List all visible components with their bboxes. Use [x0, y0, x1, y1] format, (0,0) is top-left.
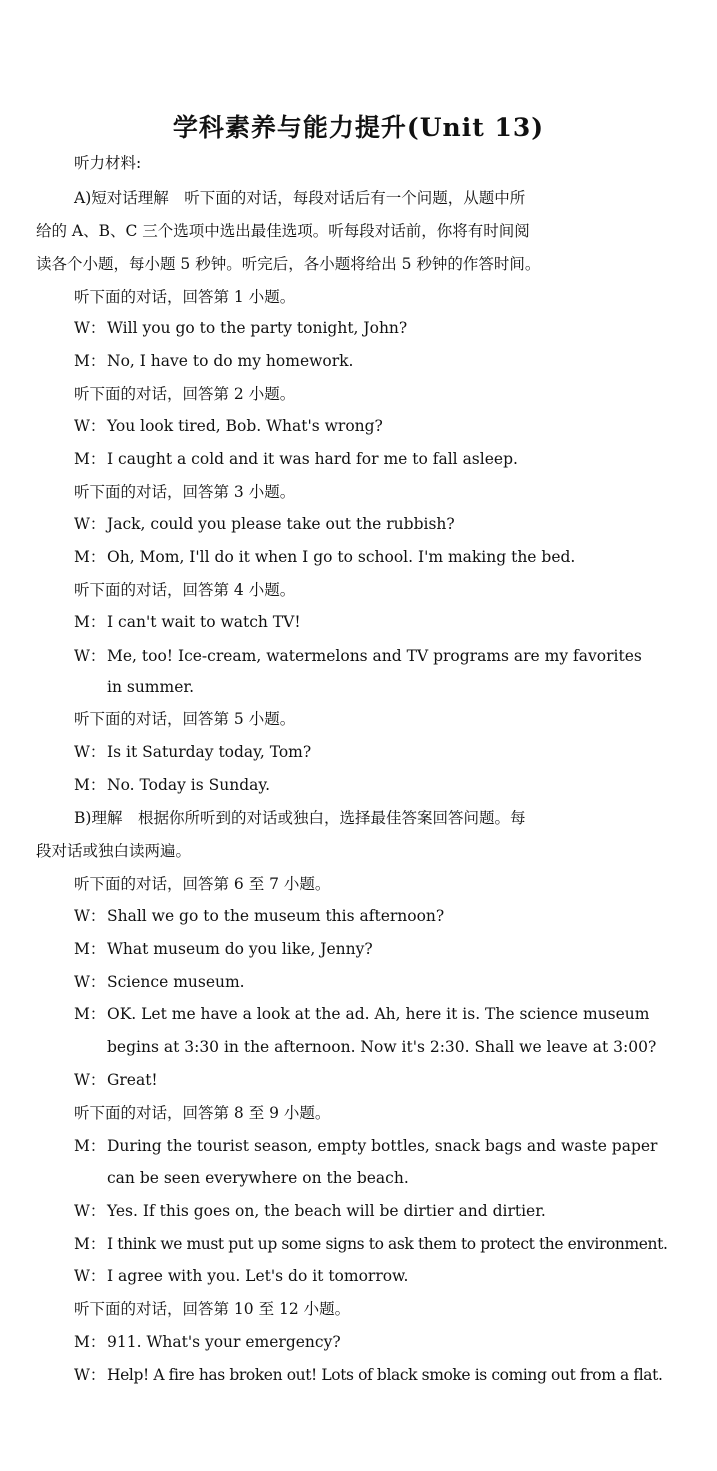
utterance: OK. Let me have a look at the ad. Ah, here it is. The science museum	[107, 1005, 650, 1023]
section-a-instructions-line2: 给的 A、B、C 三个选项中选出最佳选项。听每段对话前，你将有时间阅	[36, 222, 530, 240]
dialogue-line	[74, 775, 270, 795]
utterance: Oh, Mom, I'll do it when I go to school. I'm making the bed.	[107, 548, 576, 566]
dialogue-line	[74, 742, 311, 762]
dialogue-line	[74, 547, 575, 567]
utterance: Yes. If this goes on, the beach will be dirtier and dirtier.	[107, 1202, 546, 1220]
instruction-q1: 听下面的对话，回答第 1 小题。	[74, 288, 296, 306]
utterance: I can't wait to watch TV!	[107, 613, 301, 631]
dialogue-line	[74, 906, 444, 926]
speaker-label: M：	[74, 548, 106, 566]
section-a-instructions-line1: A)短对话理解 听下面的对话，每段对话后有一个问题，从题中所	[74, 189, 526, 207]
utterance: Great!	[107, 1071, 158, 1089]
speaker-label: W：	[74, 647, 106, 665]
speaker-label: M：	[74, 1005, 106, 1023]
dialogue-line	[74, 1266, 408, 1286]
speaker-label: M：	[74, 1137, 106, 1155]
speaker-label: W：	[74, 417, 106, 435]
dialogue-line	[74, 1234, 667, 1254]
instruction-q2: 听下面的对话，回答第 2 小题。	[74, 385, 296, 403]
utterance: What museum do you like, Jenny?	[107, 940, 373, 958]
utterance: 911. What's your emergency?	[107, 1333, 341, 1351]
speaker-label: M：	[74, 940, 106, 958]
instruction-q10-12: 听下面的对话，回答第 10 至 12 小题。	[74, 1300, 351, 1318]
speaker-label: W：	[74, 1202, 106, 1220]
speaker-label: M：	[74, 1235, 106, 1253]
speaker-label: W：	[74, 1366, 106, 1384]
utterance: Will you go to the party tonight, John?	[107, 319, 408, 337]
speaker-label: W：	[74, 1267, 106, 1285]
page-title: 学科素养与能力提升(Unit 13)	[172, 113, 545, 142]
utterance: Science museum.	[107, 973, 245, 991]
dialogue-line	[74, 514, 455, 534]
dialogue-line	[74, 1136, 657, 1156]
speaker-label: W：	[74, 1071, 106, 1089]
speaker-label: M：	[74, 613, 106, 631]
dialogue-line	[74, 1004, 650, 1024]
instruction-q4: 听下面的对话，回答第 4 小题。	[74, 581, 296, 599]
dialogue-line	[74, 646, 642, 666]
utterance: Is it Saturday today, Tom?	[107, 743, 312, 761]
dialogue-line	[74, 972, 245, 992]
dialogue-line	[74, 318, 407, 338]
speaker-label: M：	[74, 1333, 106, 1351]
speaker-label: W：	[74, 319, 106, 337]
instruction-q5: 听下面的对话，回答第 5 小题。	[74, 710, 296, 728]
instruction-q3: 听下面的对话，回答第 3 小题。	[74, 483, 296, 501]
speaker-label: M：	[74, 352, 106, 370]
dialogue-line	[74, 351, 353, 371]
instruction-q8-9: 听下面的对话，回答第 8 至 9 小题。	[74, 1104, 331, 1122]
section-b-instructions-line2: 段对话或独白读两遍。	[36, 842, 192, 860]
dialogue-line	[74, 1332, 341, 1352]
dialogue-line	[74, 416, 383, 436]
utterance: Me, too! Ice-cream, watermelons and TV programs are my favorites	[107, 647, 642, 665]
speaker-label: W：	[74, 973, 106, 991]
dialogue-line	[74, 449, 518, 469]
speaker-label: W：	[74, 743, 106, 761]
utterance: I think we must put up some signs to ask them to protect the environment.	[107, 1235, 668, 1253]
speaker-label: W：	[74, 907, 106, 925]
dialogue-line	[74, 1201, 546, 1221]
dialogue-continuation: in summer.	[107, 678, 195, 696]
utterance: During the tourist season, empty bottles, snack bags and waste paper	[107, 1137, 658, 1155]
utterance: Shall we go to the museum this afternoon?	[107, 907, 445, 925]
utterance: No, I have to do my homework.	[107, 352, 354, 370]
instruction-q6-7: 听下面的对话，回答第 6 至 7 小题。	[74, 875, 331, 893]
utterance: Help! A fire has broken out! Lots of black smoke is coming out from a flat.	[107, 1366, 663, 1384]
dialogue-line	[74, 1070, 158, 1090]
dialogue-line	[74, 939, 373, 959]
utterance: No. Today is Sunday.	[107, 776, 270, 794]
utterance: You look tired, Bob. What's wrong?	[107, 417, 383, 435]
speaker-label: W：	[74, 515, 106, 533]
dialogue-continuation: begins at 3:30 in the afternoon. Now it's 2:30. Shall we leave at 3:00?	[107, 1038, 657, 1056]
utterance: I agree with you. Let's do it tomorrow.	[107, 1267, 409, 1285]
section-a-instructions-line3: 读各个小题，每小题 5 秒钟。听完后，各小题将给出 5 秒钟的作答时间。	[36, 255, 541, 273]
utterance: Jack, could you please take out the rubbish?	[107, 515, 455, 533]
speaker-label: M：	[74, 450, 106, 468]
listening-material-label: 听力材料:	[74, 154, 142, 172]
dialogue-line	[74, 1365, 663, 1385]
section-b-instructions-line1: B)理解 根据你所听到的对话或独白，选择最佳答案回答问题。每	[74, 809, 526, 827]
utterance: I caught a cold and it was hard for me to fall asleep.	[107, 450, 518, 468]
speaker-label: M：	[74, 776, 106, 794]
dialogue-line	[74, 612, 301, 632]
dialogue-continuation: can be seen everywhere on the beach.	[107, 1169, 409, 1187]
